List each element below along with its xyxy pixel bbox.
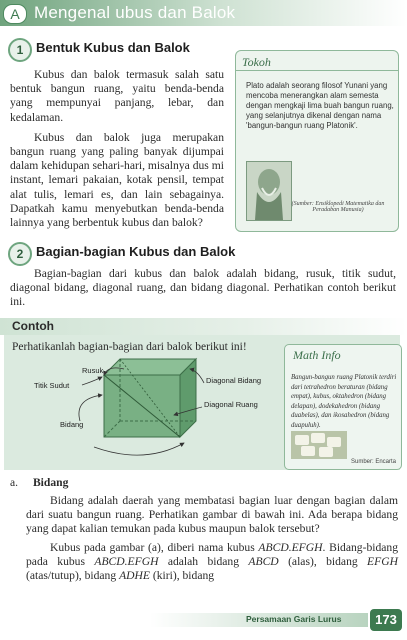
subsection-a-paragraph-2: Kubus pada gambar (a), diberi nama kubus ABCD.EFGH. Bidang-bidang pada kubus ABCD.EFGH adalah bidang ABCD (alas), bidang EFGH (atas/tutup), bidang ADHE (kiri), bidang (26, 540, 398, 583)
subsection-a-heading (10, 476, 68, 489)
section-1-paragraph-1: Kubus dan balok termasuk salah satu bentuk bangun ruang, yaitu benda-benda yang mempunyai panjang, lebar, dan kedalaman. (10, 68, 224, 124)
label-rusuk: Rusuk (82, 366, 104, 375)
balok-diagram (4, 335, 284, 470)
section-1-number: 1 (8, 38, 32, 62)
contoh-question: Perhatikanlah bagian-bagian dari balok berikut ini! (12, 341, 247, 353)
tokoh-source: (Sumber: Ensiklopedi Matematika dan Peradaban Manusia) (291, 201, 385, 213)
label-bidang: Bidang (60, 420, 84, 429)
section-2-paragraph-1: Bagian-bagian dari kubus dan balok adalah bidang, rusuk, titik sudut, diagonal bidang, diagonal ruang, dan bidang diagonal. Perhatikan contoh berikut ini. (10, 267, 396, 309)
platonic-solids-photo (291, 431, 347, 459)
chapter-title: Mengenal ubus dan Balok (34, 3, 236, 22)
label-diagonal-bidang: Diagonal Bidang (206, 376, 262, 385)
section-2-number: 2 (8, 242, 32, 266)
subsection-a-text (26, 494, 398, 583)
label-diagonal-ruang: Diagonal Ruang (204, 400, 258, 409)
page-number: 173 (370, 609, 402, 631)
label-titik-sudut: Titik Sudut (34, 381, 70, 390)
subsection-a-marker: a. (10, 476, 19, 489)
tokoh-box (235, 50, 399, 232)
contoh-label: Contoh (12, 319, 54, 333)
section-2-title: Bagian-bagian Kubus dan Balok (36, 244, 236, 259)
contoh-bar (0, 318, 407, 335)
section-2-text (10, 267, 396, 310)
subsection-a-title: Bidang (32, 476, 69, 489)
page-footer (0, 605, 407, 631)
math-info-box (284, 344, 402, 470)
section-1-title: Bentuk Kubus dan Balok (36, 40, 190, 55)
tokoh-header: Tokoh (242, 55, 271, 69)
section-1-paragraph-2: Kubus dan balok juga merupakan bangun ruang yang paling banyak dijumpai dalam kehidupan sehari-hari, misalnya dus mi instant, lemari pakaian, kotak pensil, tempat alat tulis, lemari es, dan lain sebagainya. Dapatkah kamu menyebutkan benda-benda lainnya yang berbentuk kubus dan balok? (10, 130, 224, 230)
section-1-text (10, 68, 224, 230)
plato-portrait (246, 161, 292, 221)
math-info-text: Bangun-bangun ruang Platonik terdiri dari tetrahedron beraturan (bidang empat), kubus, oktahedron (bidang delapan), dodekahedron (bidang duabelas), dan ikosahedron (bidang duapuluh). (291, 374, 397, 429)
subsection-a-paragraph-1: Bidang adalah daerah yang membatasi bagian luar dengan bagian dalam dari suatu bangun ruang. Perhatikan gambar di bawah ini. Ada berapa bidang yang dapat kalian temukan pada kubus maupun balok tersebut? (26, 494, 398, 536)
tokoh-text: Plato adalah seorang filosof Yunani yang mencoba menerangkan alam semesta dengan mengkaji lima buah bangun ruang, yang selanjutnya dikenal dengan nama 'bangun-bangun ruang Platonik'. (246, 81, 394, 130)
footer-title: Persamaan Garis Lurus (246, 614, 342, 624)
chapter-letter: A (3, 4, 27, 24)
math-info-source: Sumber: Encarta (351, 459, 397, 465)
divider (236, 70, 398, 71)
chapter-header (0, 0, 407, 26)
math-info-header: Math Info (293, 348, 341, 362)
